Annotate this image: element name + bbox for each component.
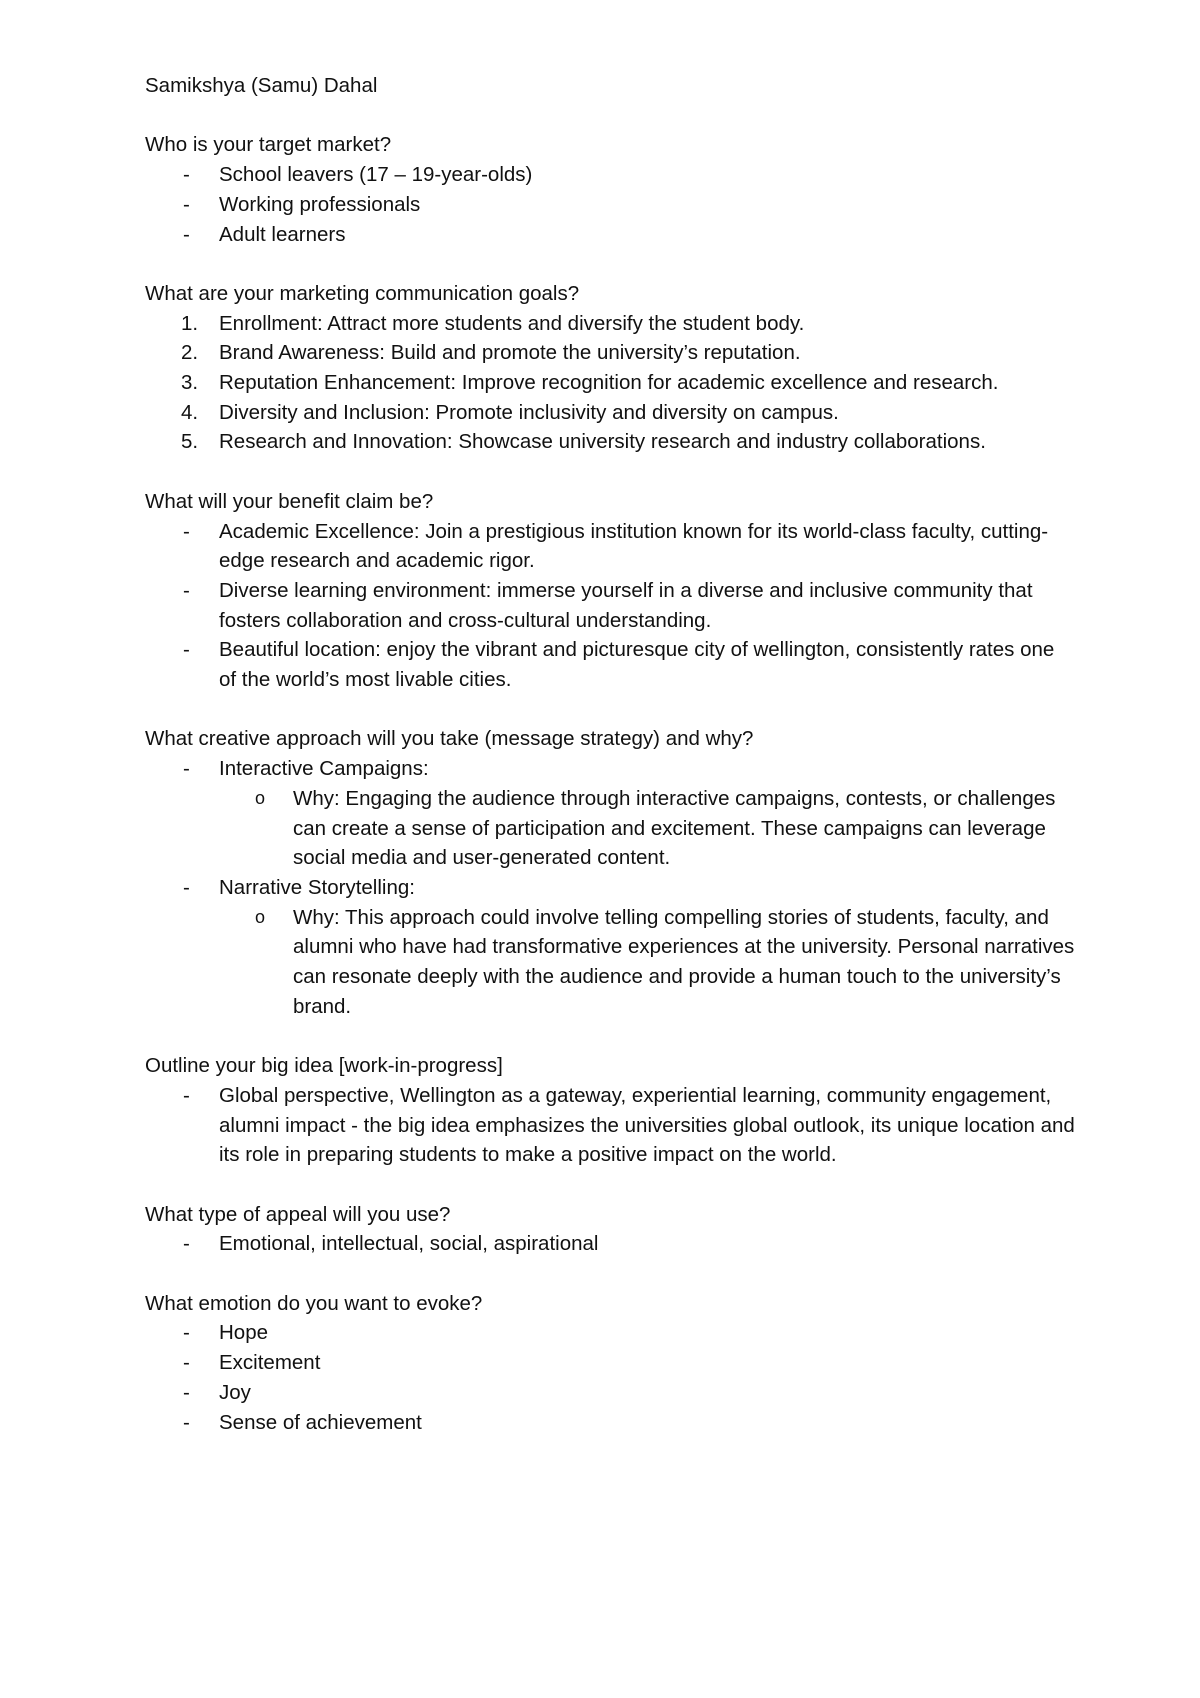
dash-bullet: - (183, 1410, 190, 1434)
list-item-text: Enrollment: Attract more students and diversify the student body. (219, 311, 805, 335)
dash-bullet: - (183, 1232, 190, 1256)
item-number: 2. (181, 341, 199, 365)
list-item-text: Hope (219, 1321, 269, 1345)
list-item (145, 576, 1075, 635)
list-item-text: Academic Excellence: Join a prestigious institution known for its world-class faculty, cutting-edge research and academic rigor. (219, 519, 1049, 573)
question-benefit: What will your benefit claim be? (145, 489, 434, 513)
dash-bullet: - (183, 638, 190, 662)
list-item-text: School leavers (17 – 19-year-olds) (219, 163, 533, 187)
numbered-item (145, 368, 1075, 398)
sub-list-item (145, 903, 1075, 1022)
list-item-text: Interactive Campaigns: (219, 757, 429, 781)
sub-list-item-text: Why: This approach could involve telling compelling stories of students, faculty, and alumni who have had transformative experiences at the university. Personal narratives can resonate deeply with the audience and provide a human touch to the university’s brand. (293, 905, 1075, 1018)
question-creative-approach: What creative approach will you take (message strategy) and why? (145, 727, 754, 751)
dash-bullet: - (183, 1380, 190, 1404)
numbered-item (145, 427, 1075, 457)
circle-bullet: o (255, 787, 266, 808)
list-item (145, 1378, 1075, 1408)
list-item (145, 1408, 1075, 1438)
list-item-text: Global perspective, Wellington as a gateway, experiential learning, community engagement, alumni impact - the big idea emphasizes the universities global outlook, its unique location and its role in preparing students to make a positive impact on the world. (219, 1083, 1075, 1167)
list-item-text: Joy (219, 1380, 251, 1404)
list-item-text: Narrative Storytelling: (219, 875, 415, 899)
list-item-text: Diversity and Inclusion: Promote inclusivity and diversity on campus. (219, 400, 839, 424)
list-item (145, 190, 1075, 220)
dash-bullet: - (183, 222, 190, 246)
list-item-text: Adult learners (219, 222, 346, 246)
list-item-text: Excitement (219, 1351, 321, 1375)
item-number: 5. (181, 430, 199, 454)
sub-list-item (145, 784, 1075, 873)
dash-bullet: - (183, 757, 190, 781)
list-item-text: Emotional, intellectual, social, aspirational (219, 1232, 599, 1256)
list-item-text: Reputation Enhancement: Improve recognition for academic excellence and research. (219, 371, 999, 394)
question-appeal: What type of appeal will you use? (145, 1202, 451, 1226)
question-big-idea: Outline your big idea [work-in-progress] (145, 1054, 503, 1078)
numbered-item (145, 309, 1075, 339)
question-target-market: Who is your target market? (145, 133, 392, 157)
item-number: 3. (181, 371, 199, 394)
list-item (145, 1318, 1075, 1348)
list-item-text: Beautiful location: enjoy the vibrant and picturesque city of wellington, consistently rates one of the world’s most livable cities. (219, 638, 1055, 692)
list-item (145, 754, 1075, 784)
list-item (145, 1348, 1075, 1378)
list-item (145, 517, 1075, 576)
document-page (145, 71, 1075, 1437)
dash-bullet: - (183, 1083, 190, 1107)
sub-list-item-text: Why: Engaging the audience through interactive campaigns, contests, or challenges can create a sense of participation and excitement. These campaigns can leverage social media and user-generated content. (293, 786, 1056, 870)
list-item-text: Diverse learning environment: immerse yourself in a diverse and inclusive community that fosters collaboration and cross-cultural understanding. (219, 578, 1033, 632)
dash-bullet: - (183, 578, 190, 602)
numbered-item (145, 398, 1075, 428)
dash-bullet: - (183, 192, 190, 216)
list-item (145, 220, 1075, 250)
numbered-item (145, 338, 1075, 368)
dash-bullet: - (183, 875, 190, 899)
item-number: 1. (181, 311, 199, 335)
list-item (145, 873, 1075, 903)
dash-bullet: - (183, 1321, 190, 1345)
list-item-text: Brand Awareness: Build and promote the university’s reputation. (219, 341, 801, 365)
dash-bullet: - (183, 163, 190, 187)
list-item-text: Research and Innovation: Showcase university research and industry collaborations. (219, 430, 986, 454)
author-name: Samikshya (Samu) Dahal (145, 74, 378, 97)
list-item-text: Sense of achievement (219, 1410, 422, 1434)
list-item (145, 160, 1075, 190)
dash-bullet: - (183, 1351, 190, 1375)
item-number: 4. (181, 400, 199, 424)
list-item-text: Working professionals (219, 192, 421, 216)
question-emotion: What emotion do you want to evoke? (145, 1291, 483, 1315)
list-item (145, 1229, 1075, 1259)
circle-bullet: o (255, 906, 266, 927)
list-item (145, 1081, 1075, 1170)
list-item (145, 635, 1075, 694)
dash-bullet: - (183, 519, 190, 543)
question-goals: What are your marketing communication goals? (145, 281, 580, 305)
